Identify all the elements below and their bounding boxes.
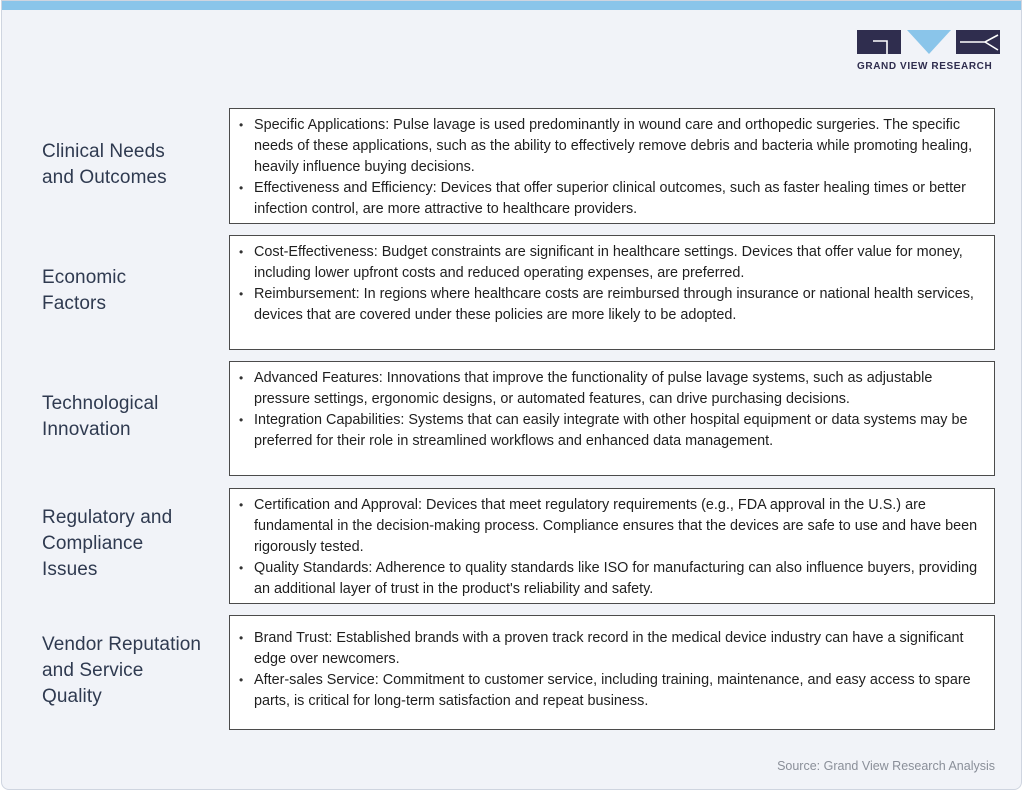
factor-label: Technological Innovation (42, 393, 159, 440)
bullet-list (254, 115, 982, 220)
factor-description-box (229, 361, 995, 476)
factor-label: Clinical Needs and Outcomes (42, 141, 167, 188)
brand-logo (857, 30, 1000, 74)
factor-description-box (229, 488, 995, 604)
bullet-list (254, 628, 982, 712)
factor-description-box (229, 108, 995, 224)
bullet-list (254, 368, 982, 452)
bullet-item: • Certification and Approval: Devices that meet regulatory requirements (e.g., FDA approval in the U.S.) are fundamental in the decision-making process. Compliance ensures that the devices are safe to use and have been rigorously tested. (254, 495, 982, 558)
factor-description-box (229, 235, 995, 350)
bullet-item: • Effectiveness and Efficiency: Devices that offer superior clinical outcomes, such as faster healing times or better infection control, are more attractive to healthcare providers. (254, 178, 982, 220)
top-accent-bar (2, 1, 1021, 10)
bullet-item: • Integration Capabilities: Systems that can easily integrate with other hospital equipment or data systems may be preferred for their role in streamlined workflows and enhanced data management. (254, 410, 982, 452)
bullet-item: • Quality Standards: Adherence to quality standards like ISO for manufacturing can also influence buyers, providing an additional layer of trust in the product's reliability and safety. (254, 558, 982, 600)
bullet-item: • Reimbursement: In regions where healthcare costs are reimbursed through insurance or national health services, devices that are covered under these policies are more likely to be adopted. (254, 284, 982, 326)
factor-label: Economic Factors (42, 267, 127, 314)
factor-label: Regulatory and Compliance Issues (42, 507, 173, 580)
bullet-item: • Cost-Effectiveness: Budget constraints are significant in healthcare settings. Devices that offer value for money, including lower upfront costs and reduced operating expenses, are preferred. (254, 242, 982, 284)
source-note: Source: Grand View Research Analysis (777, 759, 995, 773)
bullet-list (254, 242, 982, 326)
bullet-item: • Brand Trust: Established brands with a proven track record in the medical device industry can have a significant edge over newcomers. (254, 628, 982, 670)
bullet-item: • Specific Applications: Pulse lavage is used predominantly in wound care and orthopedic surgeries. The specific needs of these applications, such as the ability to effectively remove debris and bacteria while promoting healing, heavily influence buying decisions. (254, 115, 982, 178)
infographic-frame (1, 0, 1022, 790)
factor-description-box (229, 615, 995, 730)
bullet-list (254, 495, 982, 600)
bullet-item: • After-sales Service: Commitment to customer service, including training, maintenance, and easy access to spare parts, is critical for long-term satisfaction and repeat business. (254, 670, 982, 712)
brand-name: GRAND VIEW RESEARCH (857, 61, 993, 72)
bullet-item: • Advanced Features: Innovations that improve the functionality of pulse lavage systems, such as adjustable pressure settings, ergonomic designs, or automated features, can drive purchasing decisions. (254, 368, 982, 410)
factor-label: Vendor Reputation and Service Quality (42, 634, 202, 707)
gvr-logo-icon (857, 30, 1000, 54)
